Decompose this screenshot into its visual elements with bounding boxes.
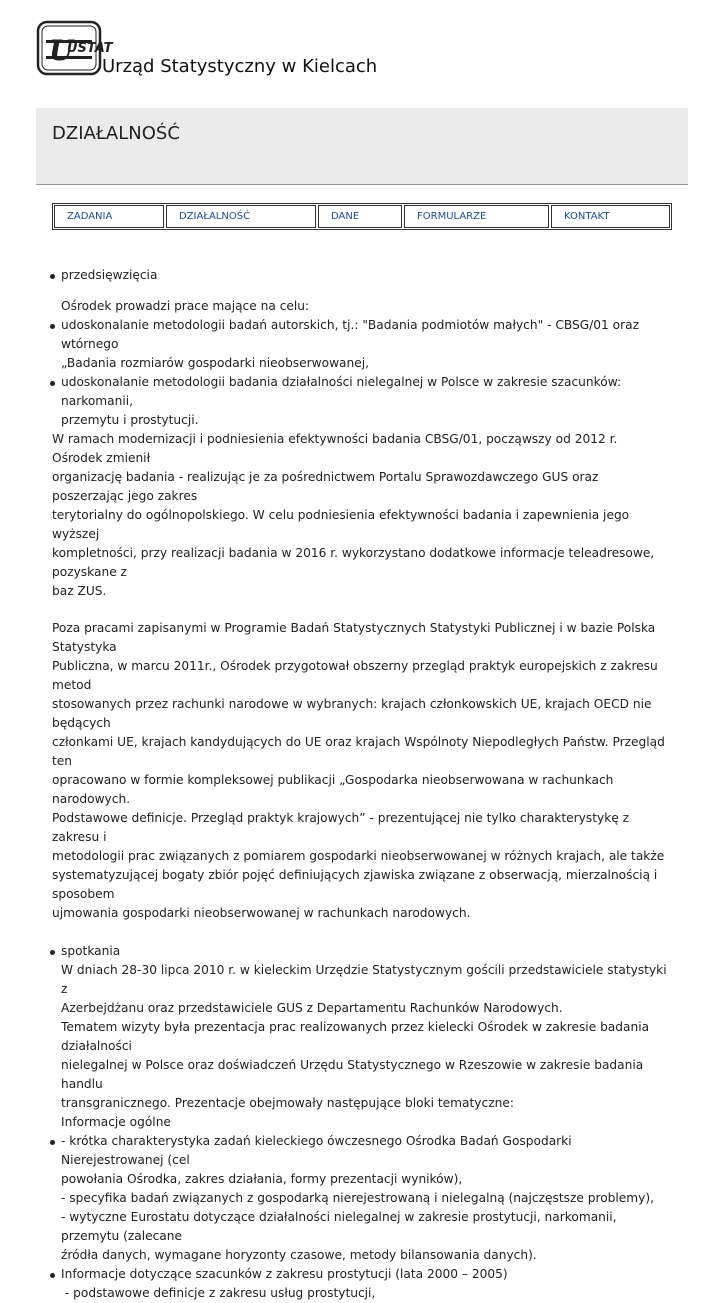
text-line: kompletności, przy realizacji badania w 2016 r. wykorzystano dodatkowe informacje teleadresowe, pozyskane z xyxy=(52,546,655,579)
text-line: - wytyczne Eurostatu dotyczące działalności nielegalnej w zakresie prostytucji, narkomanii, przemytu (zalecane xyxy=(61,1210,617,1243)
text-line: powołania Ośrodka, zakres działania, formy prezentacji wyników), xyxy=(61,1172,463,1186)
logo-text: USTAT xyxy=(67,41,113,56)
text-line: systematyzującej bogaty zbiór pojęć definiujących zjawiska związane z obserwacją, mierzalnością i sposobem xyxy=(52,868,658,901)
ustat-logo-icon[interactable] xyxy=(36,20,113,76)
text-line: terytorialny do ogólnopolskiego. W celu podniesienia efektywności badania i zapewnienia jego wyższej xyxy=(52,508,630,541)
list-item: przedsięwzięcia xyxy=(52,266,668,285)
text-line: Informacje ogólne xyxy=(61,1115,171,1129)
nav-item-zadania[interactable]: ZADANIA xyxy=(54,205,164,228)
text-line: Azerbejdżanu oraz przedstawiciele GUS z Departamentu Rachunków Narodowych. xyxy=(61,1001,563,1015)
list-item-label: spotkania xyxy=(61,944,121,958)
list-item xyxy=(52,942,668,1132)
text-line: Tematem wizyty była prezentacja prac realizowanych przez kielecki Ośrodek w zakresie badania działalności xyxy=(61,1020,650,1053)
text-line: źródła danych, wymagane horyzonty czasowe, metody bilansowania danych). xyxy=(61,1248,537,1262)
text-line: metodologii prac związanych z pomiarem gospodarki nieobserwowanej w różnych krajach, ale także xyxy=(52,849,665,863)
nav-item-dzialalnosc[interactable]: DZIAŁALNOŚĆ xyxy=(166,205,316,228)
paragraph-review xyxy=(52,619,668,923)
text-line: - specyfika badań związanych z gospodarką nierejestrowaną i nielegalną (najczęstsze problemy), xyxy=(61,1191,655,1205)
nav-item-dane[interactable]: DANE xyxy=(318,205,402,228)
nav-item-formularze[interactable]: FORMULARZE xyxy=(404,205,549,228)
text-line: baz ZUS. xyxy=(52,584,107,598)
list-item xyxy=(52,373,668,430)
list-item-line: udoskonalanie metodologii badań autorskich, tj.: "Badania podmiotów małych" - CBSG/01 oraz wtórnego xyxy=(61,318,639,351)
site-title[interactable]: Urząd Statystyczny w Kielcach xyxy=(102,56,378,77)
text-line: - podstawowe definicje z zakresu usług prostytucji, xyxy=(61,1286,376,1300)
list-item-line: udoskonalanie metodologii badania działalności nielegalnej w Polsce w zakresie szacunków: narkomanii, xyxy=(61,375,622,408)
text-line: W dniach 28-30 lipca 2010 r. w kieleckim Urzędzie Statystycznym gościli przedstawiciele statystyki z xyxy=(61,963,667,996)
main-content xyxy=(52,266,668,1303)
text-line: ujmowania gospodarki nieobserwowanej w rachunkach narodowych. xyxy=(52,906,471,920)
aims-list xyxy=(52,316,668,430)
text-line: nielegalnej w Polsce oraz doświadczeń Urzędu Statystycznego w Rzeszowie w zakresie badania handlu xyxy=(61,1058,644,1091)
page-header xyxy=(36,18,696,78)
page-banner xyxy=(36,108,688,185)
main-nav xyxy=(52,203,672,230)
text-line: Poza pracami zapisanymi w Programie Badań Statystycznych Statystyki Publicznej i w bazie Polska Statystyka xyxy=(52,621,656,654)
text-line: Publiczna, w marcu 2011r., Ośrodek przygotował obszerny przegląd praktyk europejskich z zakresu metod xyxy=(52,659,658,692)
text-line: - krótka charakterystyka zadań kieleckiego ówczesnego Ośrodka Badań Gospodarki Nierejestrowanej (cel xyxy=(61,1134,572,1167)
list-item-line: przemytu i prostytucji. xyxy=(61,413,199,427)
page-title: DZIAŁALNOŚĆ xyxy=(52,123,180,144)
text-line: W ramach modernizacji i podniesienia efektywności badania CBSG/01, począwszy od 2012 r. Ośrodek zmienił xyxy=(52,432,618,465)
list-item xyxy=(52,316,668,373)
svg-text:U: U xyxy=(49,34,74,67)
paragraph-modernization xyxy=(52,430,668,601)
section-list-przedsiewziecia xyxy=(52,266,668,285)
text-line: Informacje dotyczące szacunków z zakresu prostytucji (lata 2000 – 2005) xyxy=(61,1267,508,1281)
text-line: organizację badania - realizując je za pośrednictwem Portalu Sprawozdawczego GUS oraz poszerzając jego zakres xyxy=(52,470,599,503)
meetings-list xyxy=(52,942,668,1303)
intro-text: Ośrodek prowadzi prace mające na celu: xyxy=(61,299,310,313)
list-item xyxy=(52,1265,668,1303)
text-line: opracowano w formie kompleksowej publikacji „Gospodarka nieobserwowana w rachunkach narodowych. xyxy=(52,773,614,806)
nav-item-kontakt[interactable]: KONTAKT xyxy=(551,205,670,228)
list-item xyxy=(52,1132,668,1265)
text-line: transgranicznego. Prezentacje obejmowały następujące bloki tematyczne: xyxy=(61,1096,514,1110)
list-item-line: „Badania rozmiarów gospodarki nieobserwowanej, xyxy=(61,356,370,370)
text-line: członkami UE, krajach kandydujących do UE oraz krajach Wspólnoty Niepodległych Państw. Przegląd ten xyxy=(52,735,665,768)
text-line: stosowanych przez rachunki narodowe w wybranych: krajach członkowskich UE, krajach OECD nie będących xyxy=(52,697,652,730)
text-line: Podstawowe definicje. Przegląd praktyk krajowych” - prezentującej nie tylko charakterystykę z zakresu i xyxy=(52,811,630,844)
